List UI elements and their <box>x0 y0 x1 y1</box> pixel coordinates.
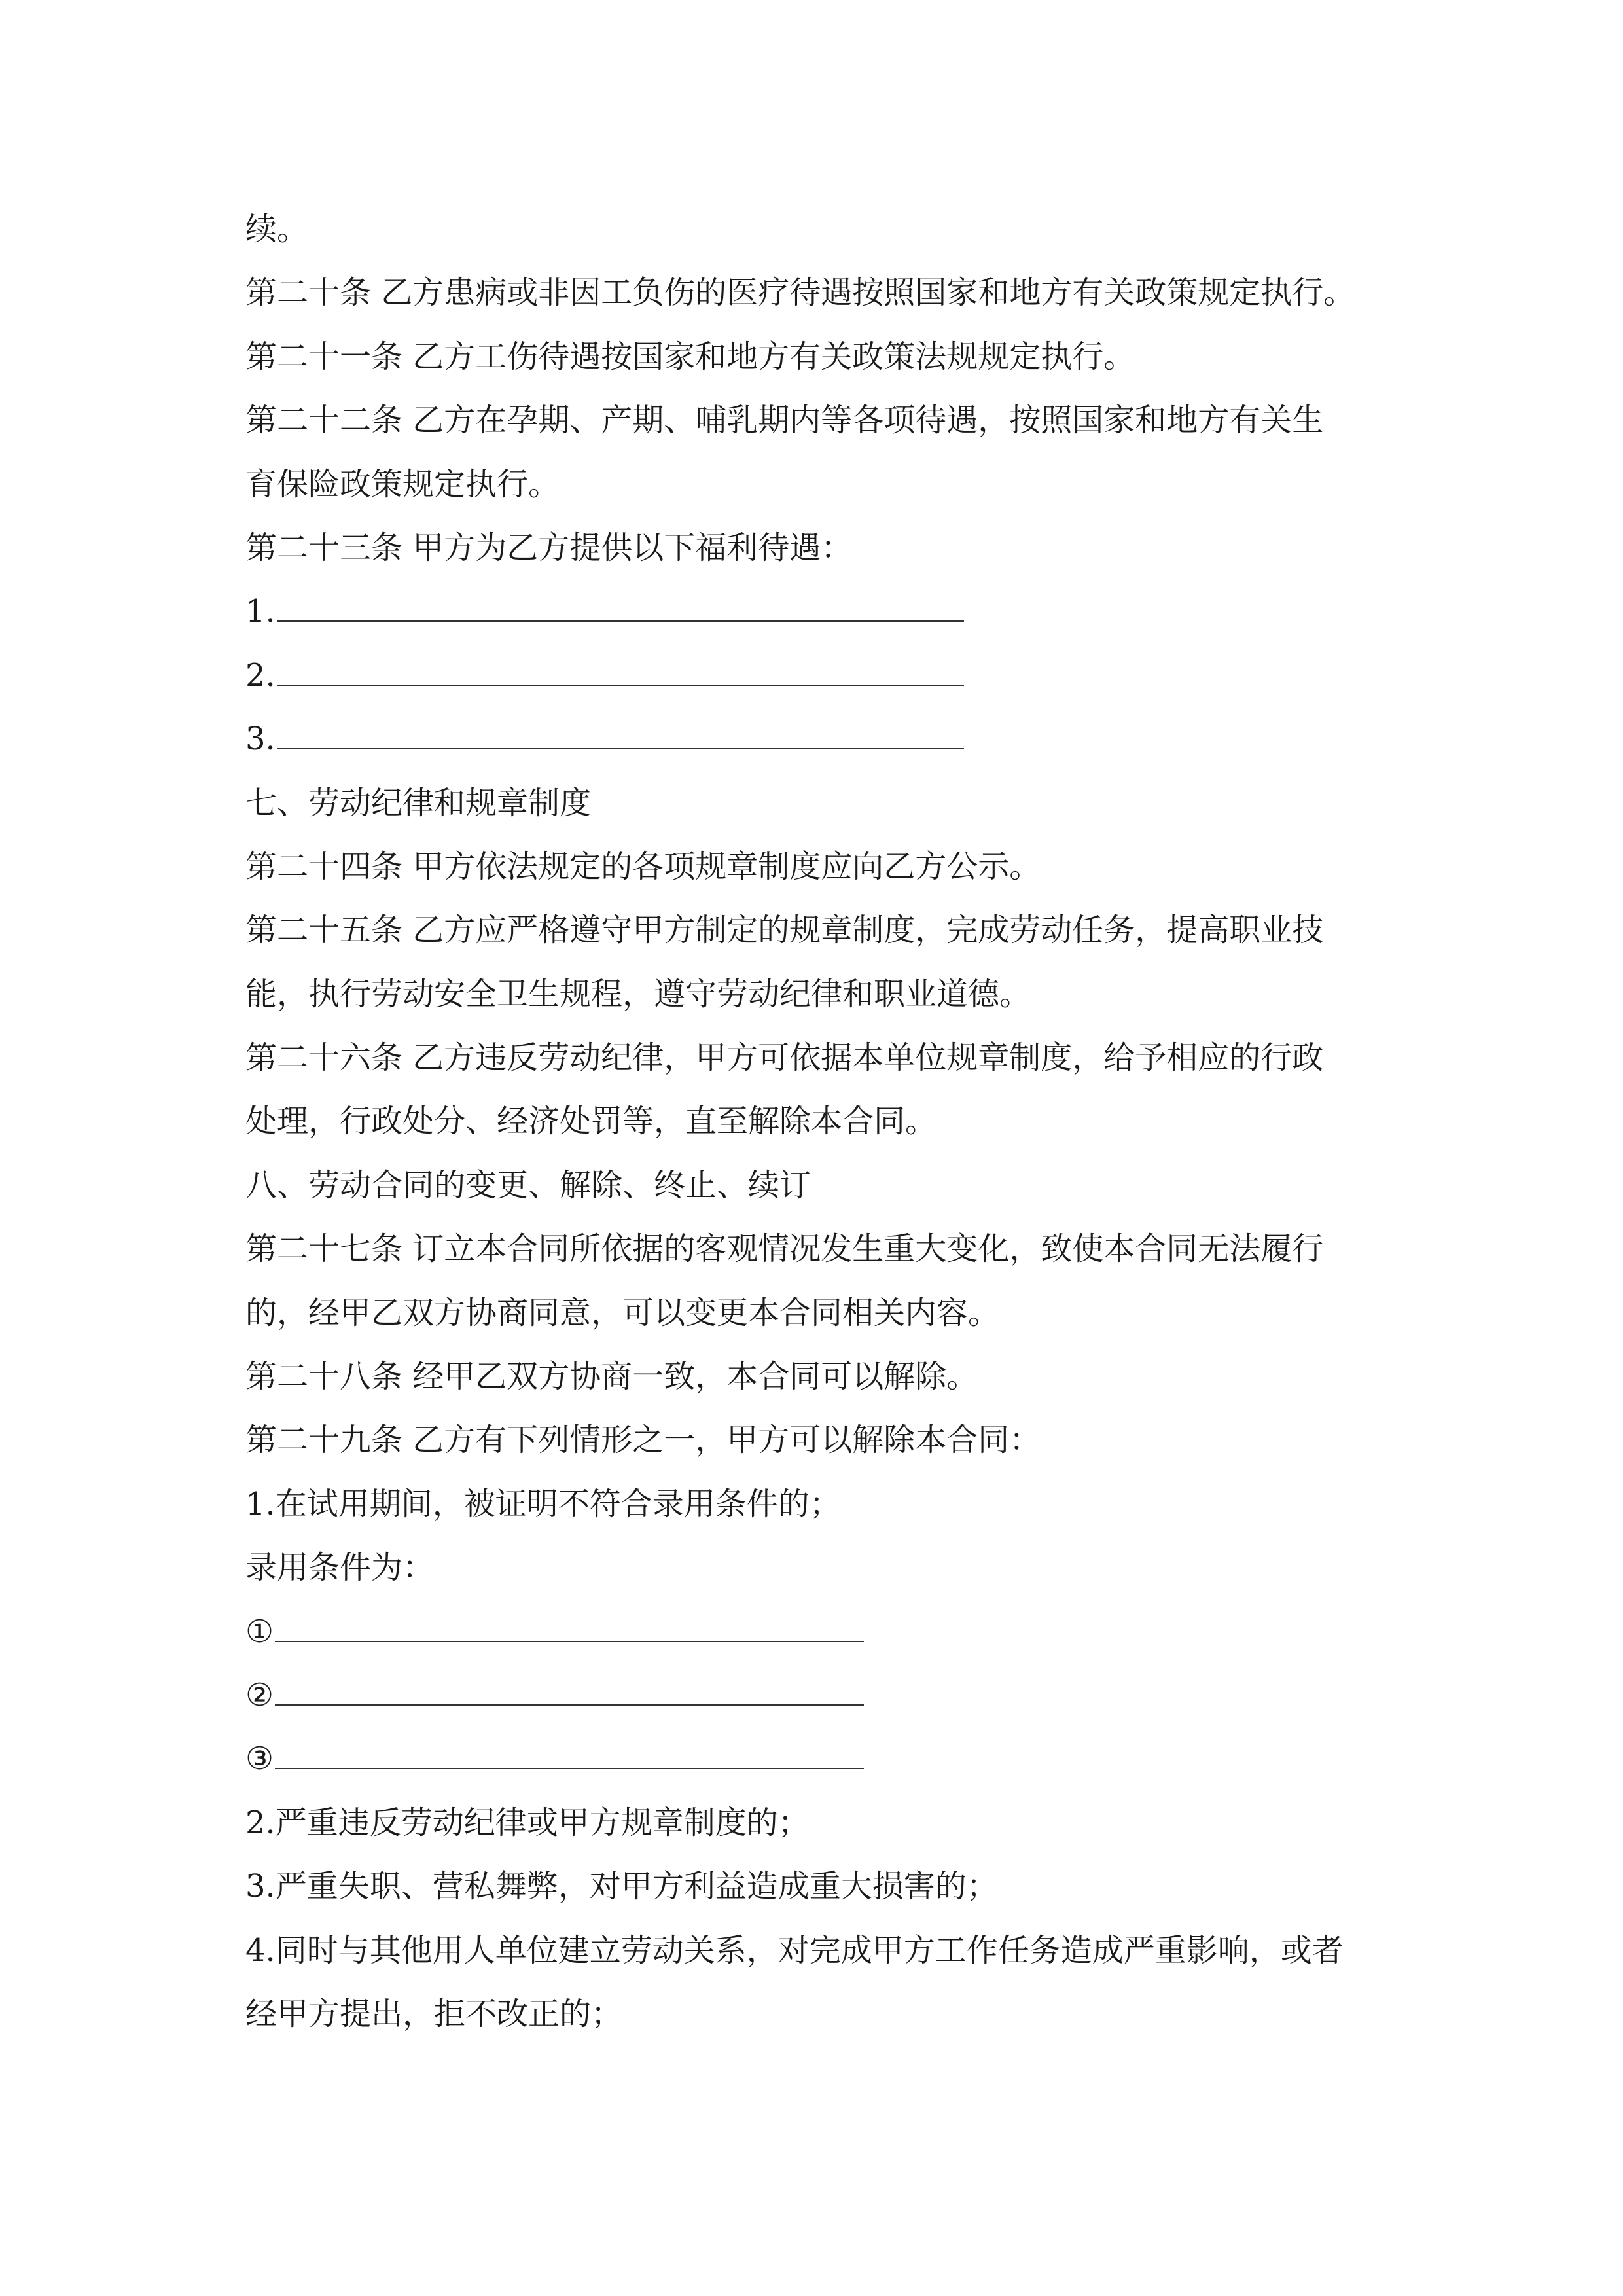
item-label: 3. <box>245 721 276 758</box>
article-22: 第二十二条 乙方在孕期、产期、哺乳期内等各项待遇，按照国家和地方有关生 <box>245 402 1324 439</box>
article-29-item-1: 1.在试用期间，被证明不符合录用条件的； <box>245 1485 841 1522</box>
article-28: 第二十八条 经甲乙双方协商一致，本合同可以解除。 <box>245 1358 978 1395</box>
fill-in-blank[interactable] <box>277 658 964 686</box>
article-27-cont: 的，经甲乙双方协商同意，可以变更本合同相关内容。 <box>245 1294 1000 1331</box>
welfare-item-1 <box>245 580 1410 643</box>
fill-in-blank[interactable] <box>275 1742 864 1769</box>
article-22-cont: 育保险政策规定执行。 <box>245 465 560 503</box>
section-heading-8: 八、劳动合同的变更、解除、终止、续订 <box>245 1166 812 1204</box>
welfare-item-3 <box>245 708 1410 771</box>
item-label: ② <box>245 1676 274 1713</box>
hiring-conditions-label: 录用条件为： <box>245 1549 435 1587</box>
article-26: 第二十六条 乙方违反劳动纪律，甲方可依据本单位规章制度，给予相应的行政 <box>245 1039 1324 1077</box>
article-29-item-4: 4.同时与其他用人单位建立劳动关系，对完成甲方工作任务造成严重影响，或者 <box>245 1931 1344 1969</box>
article-27: 第二十七条 订立本合同所依据的客观情况发生重大变化，致使本合同无法履行 <box>245 1230 1324 1268</box>
article-25-cont: 能，执行劳动安全卫生规程，遵守劳动纪律和职业道德。 <box>245 975 1031 1013</box>
document-page <box>245 198 1410 2046</box>
fill-in-blank[interactable] <box>277 594 964 622</box>
article-26-cont: 处理，行政处分、经济处罚等，直至解除本合同。 <box>245 1103 937 1140</box>
article-29-item-2: 2.严重违反劳动纪律或甲方规章制度的； <box>245 1804 810 1841</box>
paragraph-line: 续。 <box>245 211 309 247</box>
section-heading-7: 七、劳动纪律和规章制度 <box>245 784 592 821</box>
item-label: ③ <box>245 1740 274 1778</box>
fill-in-blank[interactable] <box>275 1678 864 1706</box>
condition-item-2 <box>245 1664 1410 1727</box>
fill-in-blank[interactable] <box>275 1615 864 1642</box>
condition-item-3 <box>245 1727 1410 1791</box>
welfare-item-2 <box>245 644 1410 708</box>
article-25: 第二十五条 乙方应严格遵守甲方制定的规章制度，完成劳动任务，提高职业技 <box>245 912 1324 949</box>
article-20: 第二十条 乙方患病或非因工负伤的医疗待遇按照国家和地方有关政策规定执行。 <box>245 274 1355 312</box>
article-23: 第二十三条 甲方为乙方提供以下福利待遇： <box>245 529 853 566</box>
fill-in-blank[interactable] <box>277 722 964 749</box>
article-29-item-3: 3.严重失职、营私舞弊，对甲方利益造成重大损害的； <box>245 1868 998 1905</box>
article-24: 第二十四条 甲方依法规定的各项规章制度应向乙方公示。 <box>245 848 1041 885</box>
item-label: 2. <box>245 656 276 694</box>
condition-item-1 <box>245 1600 1410 1664</box>
article-29-item-4-cont: 经甲方提出，拒不改正的； <box>245 1995 623 2032</box>
item-label: ① <box>245 1613 274 1650</box>
article-29: 第二十九条 乙方有下列情形之一，甲方可以解除本合同： <box>245 1422 1041 1459</box>
article-21: 第二十一条 乙方工伤待遇按国家和地方有关政策法规规定执行。 <box>245 338 1135 375</box>
item-label: 1. <box>245 593 276 630</box>
